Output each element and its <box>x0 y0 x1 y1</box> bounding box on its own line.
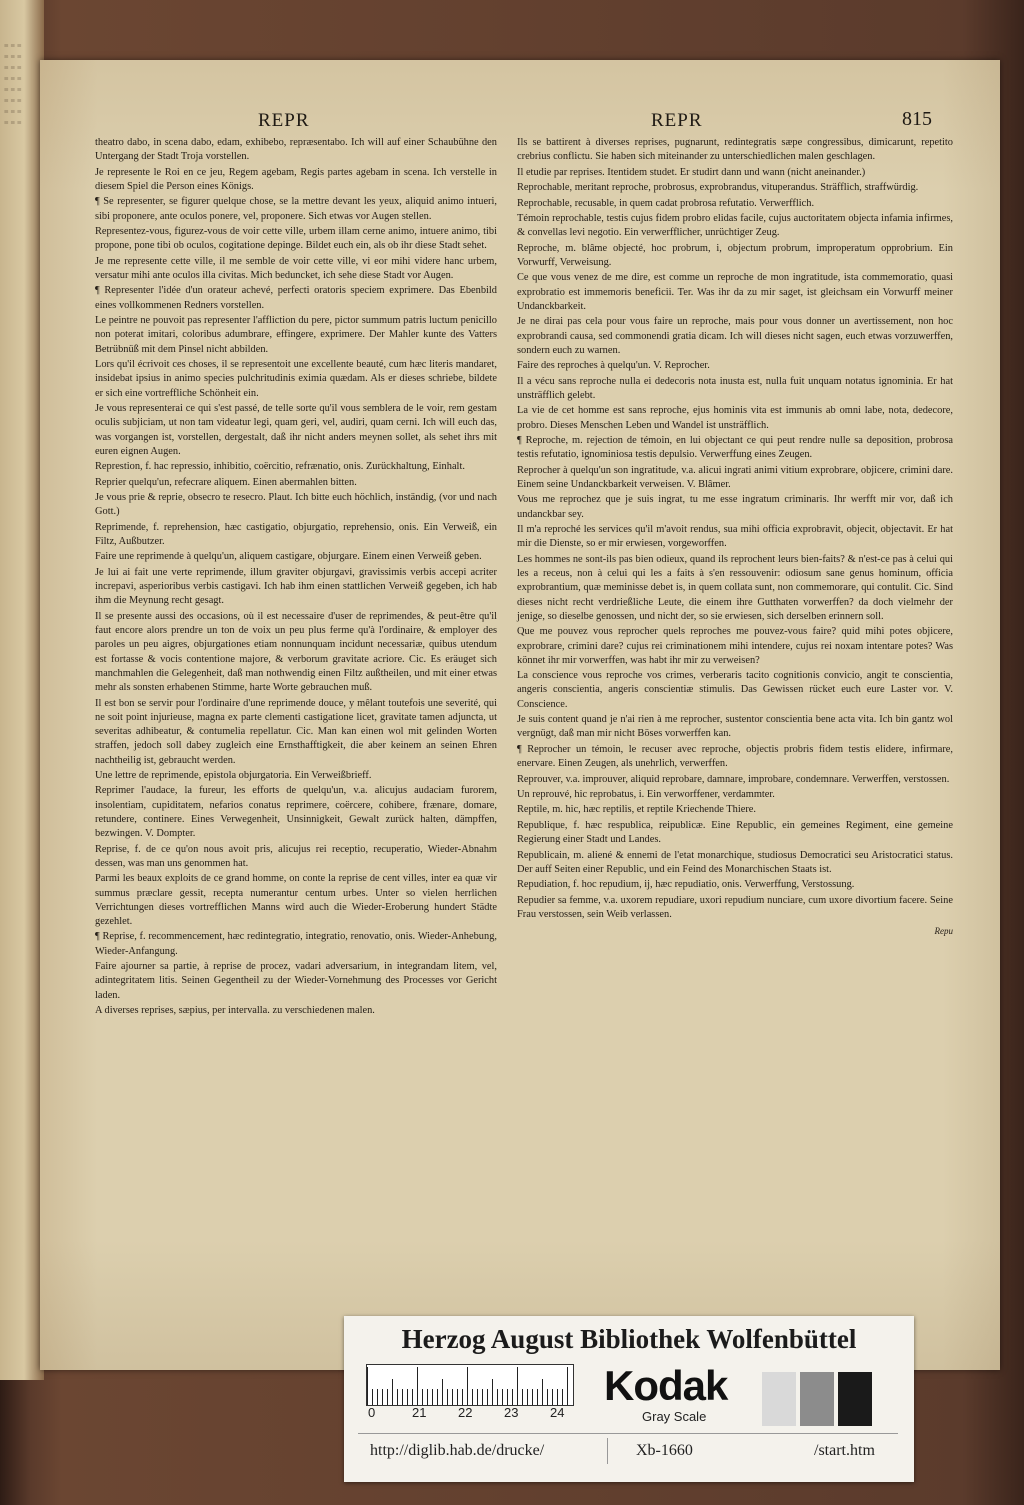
ruler-tick <box>417 1367 418 1405</box>
library-url-suffix: /start.htm <box>814 1442 875 1459</box>
ruler-tick <box>562 1389 563 1405</box>
ruler-tick <box>512 1389 513 1405</box>
dictionary-entry: Parmi les beaux exploits de ce grand homme, on conte la reprise de cent villes, inter ea quæ vir summus præclare gessit, recepta numerantur centum urbes. Unter so vielen herrlichen Verrichtungen dieses vortrefflichen Manns wird auch die Wieder-Eroberung hundert Städte gezehlet. <box>95 873 497 927</box>
ruler-tick <box>432 1389 433 1405</box>
dictionary-entry: ¶ Reproche, m. rejection de témoin, en lui objectant ce qui peut rendre nulle sa deposition, probrosa testis refutatio, ignominiosa testis depulsio. Verwerffung eines Zeugen. <box>517 435 953 461</box>
dictionary-entry: Reptile, m. hic, hæc reptilis, et reptile Kriechende Thiere. <box>517 804 756 816</box>
dictionary-entry: Je suis content quand je n'ai rien à me reprocher, sustentor conscientia bene acta vita. Ich bin gantz wol vergnügt, daß man mir nicht Böses vorwerffen kan. <box>517 714 953 740</box>
card-separator <box>607 1438 608 1464</box>
dictionary-entry: Je lui ai fait une verte reprimende, illum graviter objurgavi, gravissimis verbis accepi acriter increpavi, asperioribus verbis castigavi. Ich hab ihm einen stattlichen Verweiß gegeben, ich hab ihm die Meynung recht gesagt. <box>95 566 497 607</box>
dictionary-entry: La vie de cet homme est sans reproche, ejus hominis vita est immunis ab omni labe, nota, dedecore, probro. Dieses Menschen Leben und Wandel ist unsträfflich. <box>517 405 953 431</box>
ruler-tick <box>482 1389 483 1405</box>
page-number: 815 <box>902 108 932 130</box>
dictionary-entry: Que me pouvez vous reprocher quels reproches me pouvez-vous faire? quid mihi potes objicere, exprobrare, crimini dare? cujus rei criminationem mihi intendere, cujus rei noxam intentare potes? Was könnet ihr mir vorwerffen, was habt ihr mir zu verweisen? <box>517 626 953 666</box>
ruler-tick <box>437 1389 438 1405</box>
ruler-tick <box>522 1389 523 1405</box>
dictionary-entry: Un reprouvé, hic reprobatus, i. Ein verworffener, verdammter. <box>517 788 775 800</box>
ruler-tick <box>537 1389 538 1405</box>
ruler-tick <box>377 1389 378 1405</box>
dictionary-entry: Ils se battirent à diverses reprises, pugnarunt, redintegratis sæpe congressibus, dimicarunt, repetito crebrius conflictu. Sie haben sich miteinander zu unterschiedlichen malen geschlagen. <box>517 137 953 163</box>
dictionary-entry: A diverses reprises, sæpius, per intervalla. zu verschiedenen malen. <box>95 1005 375 1017</box>
dictionary-entry: Reprochable, recusable, in quem cadat probrosa refutatio. Verwerfflich. <box>517 197 815 209</box>
dictionary-entry: Le peintre ne pouvoit pas representer l'affliction du pere, pictor summum patris luctum penicillo non poterat imitari, coloribus adumbrare, effingere, exprimere. Der Mahler kunte des Vatters Betrübnüß mit dem Pinsel nicht abbilden. <box>95 315 497 355</box>
ruler-tick <box>452 1389 453 1405</box>
dictionary-entry: theatro dabo, in scena dabo, edam, exhibebo, repræsentabo. Ich will auf einer Schaubühne den Untergang der Stadt Troja vorstellen. <box>95 137 497 163</box>
ruler-number: 22 <box>458 1405 473 1420</box>
dictionary-entry: Reprimende, f. reprehension, hæc castigatio, objurgatio, reprehensio, onis. Ein Verweiß, ein Filtz, Außbutzer. <box>95 521 497 547</box>
book-page <box>40 60 1000 1370</box>
dictionary-entry: ¶ Se representer, se figurer quelque chose, se la mettre devant les yeux, aliquid animo intueri, sibi proponere, ante oculos ponere, vel, proponere. Sich etwas vor Augen stellen. <box>95 196 497 222</box>
dictionary-entry: ¶ Reprise, f. recommencement, hæc redintegratio, integratio, renovatio, onis. Wieder-Anhebung, Wieder-Anfangung. <box>95 931 497 957</box>
gray-patch <box>762 1372 796 1426</box>
dictionary-entry: Reprochable, meritant reproche, probrosus, exprobrandus, vituperandus. Sträfflich, straffwürdig. <box>517 182 919 194</box>
dictionary-entry: Repudiation, f. hoc repudium, ij, hæc repudiatio, onis. Verwerffung, Verstossung. <box>517 879 855 891</box>
ruler-tick <box>567 1367 568 1405</box>
catchword: Repu <box>934 926 953 937</box>
ruler-tick <box>387 1389 388 1405</box>
dictionary-entry: Reprier quelqu'un, refecrare aliquem. Einen abermahlen bitten. <box>95 476 357 488</box>
ruler-tick <box>552 1389 553 1405</box>
dictionary-entry: La conscience vous reproche vos crimes, verberaris tacito cognitionis convicio, angit te conscientia, angeris conscientia, angeris conscientiæ stimulis. Das Gewissen rücket euch eure Laster vor. V. Conscience. <box>517 670 953 710</box>
dictionary-entry: Faire ajourner sa partie, à reprise de procez, vadari adversarium, in integrandam litem, vel, adintegritatem litis. Seinen Gegentheil zu der Wieder-Vornehmung des Processes vor Gericht laden. <box>95 961 497 1001</box>
ruler-tick <box>477 1389 478 1405</box>
ruler-tick <box>422 1389 423 1405</box>
ruler-tick <box>527 1389 528 1405</box>
ruler-number: 0 <box>368 1405 376 1420</box>
dictionary-entry: Reproche, m. blâme objecté, hoc probrum, i, objectum probrum, improperatum opprobrium. Ein Vorwurff, Verweisung. <box>517 242 953 268</box>
gray-scale-label: Gray Scale <box>642 1409 707 1424</box>
ruler-tick <box>547 1389 548 1405</box>
dictionary-entry: ¶ Representer l'idée d'un orateur achevé, perfecti oratoris speciem exprimere. Das Ebenbild eines vollkommenen Redners vorstellen. <box>95 285 497 311</box>
ruler-tick <box>462 1389 463 1405</box>
ruler-tick <box>532 1389 533 1405</box>
previous-page-edge: ≡ ≡ ≡ ≡ ≡ ≡ ≡ ≡ ≡ ≡ ≡ ≡ ≡ ≡ ≡ ≡ ≡ ≡ ≡ ≡ ≡ ≡ ≡ ≡ <box>0 0 44 1380</box>
ruler-tick <box>447 1389 448 1405</box>
ruler-tick <box>382 1389 383 1405</box>
kodak-logo: Kodak <box>604 1362 728 1409</box>
dictionary-entry: Je vous prie & reprie, obsecro te resecro. Plaut. Ich bitte euch höchlich, inständig, (vor und nach Gott.) <box>95 492 497 518</box>
left-text-column <box>95 136 497 1020</box>
ruler-tick <box>517 1367 518 1405</box>
ruler-number: 21 <box>412 1405 427 1420</box>
library-name: Herzog August Bibliothek Wolfenbüttel <box>401 1324 857 1354</box>
ruler-number: 23 <box>504 1405 519 1420</box>
ruler-tick <box>427 1389 428 1405</box>
dictionary-entry: Republique, f. hæc respublica, reipublicæ. Eine Republic, ein gemeines Regiment, eine gemeine Regierung einer Stadt und Landes. <box>517 819 953 846</box>
dictionary-entry: ¶ Reprocher un témoin, le recuser avec reproche, objectis probris fidem testis elidere, infirmare, enervare. Einen Zeugen, als unehrlich, verwerffen. <box>517 743 953 770</box>
dictionary-entry: Il m'a reproché les services qu'il m'avoit rendus, sua mihi officia exprobravit, objecit, objectavit. Er hat mir die Dienste, so er mir erwiesen, vorgeworffen. <box>517 524 953 550</box>
ruler-tick <box>492 1379 493 1405</box>
dictionary-entry: Témoin reprochable, testis cujus fidem probro elidas facile, cujus auctoritatem objecta infamia infirmes, & convellas levi negotio. Ein verwerfflicher, unrüchtiger Zeug. <box>517 213 953 239</box>
shelfmark: Xb-1660 <box>636 1442 693 1459</box>
ruler-tick <box>487 1389 488 1405</box>
ruler-tick <box>397 1389 398 1405</box>
dictionary-entry: Repudier sa femme, v.a. uxorem repudiare, uxori repudium nunciare, cum uxore divortium facere. Seine Frau verstossen, sein Weib verlassen. <box>517 894 953 920</box>
ruler-number: 24 <box>550 1405 565 1420</box>
ruler-tick <box>557 1389 558 1405</box>
dictionary-entry: Il est bon se servir pour l'ordinaire d'une reprimende douce, y mêlant toutefois une severité, qui ne soit point injurieuse, magna ex parte clementi castigatione licet, gravitate tamen adjuncta, ut severitas adhibeatur, & contumelia repellatur. Cic. Man kan einen wol mit gelinden Worten straffen, jedoch soll dabey zugleich eine Ernsthafftigkeit, die aber keinem an seinen Ehren nachtheilig ist, gebraucht werden. <box>95 697 497 766</box>
ruler-tick <box>402 1389 403 1405</box>
ruler-tick <box>542 1379 543 1405</box>
ruler-tick <box>392 1379 393 1405</box>
ruler-tick <box>507 1389 508 1405</box>
ruler-tick <box>472 1389 473 1405</box>
right-text-column <box>517 136 953 938</box>
dictionary-entry: Je represente le Roi en ce jeu, Regem agebam, Regis partes agebam in scena. Ich verstelle in diesem Spiel die Person eines Königs. <box>95 166 497 192</box>
gray-patch <box>800 1372 834 1426</box>
dictionary-entry: Je me represente cette ville, il me semble de voir cette ville, vi eor mihi videre hanc urbem, versatur mihi ante oculos illa civitas. Mich beduncket, ich sehe diese Stadt vor Augen. <box>95 255 497 281</box>
running-head-right: REPR <box>651 110 703 131</box>
ruler-tick <box>407 1389 408 1405</box>
dictionary-entry: Il a vécu sans reproche nulla ei dedecoris nota inusta est, nulla fuit unquam notatus ignominia. Er hat unsträfflich gelebt. <box>517 375 953 401</box>
dictionary-entry: Une lettre de reprimende, epistola objurgatoria. Ein Verweißbrieff. <box>95 769 372 781</box>
dictionary-entry: Ce que vous venez de me dire, est comme un reproche de mon ingratitude, ista commemoratio, quasi exprobratio est immemoris beneficii. Ter. Was ihr da zu mir saget, ist gleichsam ein Vorwurff meiner Undanckbarkeit. <box>517 272 953 312</box>
running-head-left: REPR <box>258 110 310 131</box>
ruler-tick <box>467 1367 468 1405</box>
ruler-tick <box>367 1367 368 1405</box>
dictionary-entry: Lors qu'il écrivoit ces choses, il se representoit une excellente beauté, cum hæc literis mandaret, insidebat ipsius in animo species pulchritudinis eximia quædam. Als er dieses schriebe, bildete er sich eine vortreffliche Schönheit ein. <box>95 359 497 399</box>
dictionary-entry: Je vous representerai ce qui s'est passé, de telle sorte qu'il vous semblera de le voir, rem gestam oculis subjiciam, ut non tam videatur legi, quam geri, vel, audiri, quam cerni. Ich will euch das, was vorgangen ist, vorstellen, dergestalt, daß ihr nicht anders meynen sollet, als sehet ihrs mit euren eignen Augen. <box>95 403 497 457</box>
dictionary-entry: Je ne dirai pas cela pour vous faire un reproche, mais pour vous donner un avertissement, non hoc exprobrandi causa, sed commonendi gratia dicam. Ich will dieses nicht sagen, euch etwas vorzuwerffen, sondern euch zu warnen. <box>517 316 953 356</box>
card-divider <box>358 1433 898 1434</box>
dictionary-entry: Faire une reprimende à quelqu'un, aliquem castigare, objurgare. Einem einen Verweiß geben. <box>95 551 482 563</box>
dictionary-entry: Il etudie par reprises. Itentidem studet. Er studirt dann und wann (nicht aneinander.) <box>517 166 866 178</box>
dictionary-entry: Les hommes ne sont-ils pas bien odieux, quand ils reprochent leurs bien-faits? & n'est-ce pas à celui qui les a receus, non à celui qui les a faits à s'en ressouvenir: odiosum sane genus hominum, officia exprobrantium, quæ meminisse debet is, in quem collata sunt, non commemorare, qui contulit. Cic. Sind dieses nicht recht verdrießliche Leute, die einem ihre Gutthaten vorwerffen? da doch vielmehr der jenige, so dieselbe genossen, und nicht der, so sie erwiesen, sich derselben erinnern soll. <box>517 553 953 622</box>
dictionary-entry: Reprouver, v.a. improuver, aliquid reprobare, damnare, improbare, condemnare. Verwerffen, verstossen. <box>517 773 950 785</box>
ruler-tick <box>442 1379 443 1405</box>
dictionary-entry: Representez-vous, figurez-vous de voir cette ville, urbem illam cerne animo, intuere animo, tibi propone, pone tibi ob oculos, cogitatione depinge. Bildet euch ein, als ob ihr diese Stadt sehet. <box>95 226 497 252</box>
dictionary-entry: Il se presente aussi des occasions, où il est necessaire d'user de reprimendes, & peut-être qu'il faut encore alors prendre un ton de voix un peu plus ferme qu'à l'ordinaire, & employer des paroles un peu aigres, objurgationes etiam nonnunquam incidunt necessariæ, quibus utendum est fortasse & vocis contentione majore, & verborum gravitate acriore. Cic. Es eräuget sich manchmahlen die Gelegenheit, daß man nothwendig einen Filtz außtheilen, und mit einer etwas mehr als sonsten erhabenen Stimme, harte Worte gebrauchen muß. <box>95 610 497 694</box>
dictionary-entry: Vous me reprochez que je suis ingrat, tu me esse ingratum criminaris. Ihr werfft mir vor, daß ich undanckbar sey. <box>517 494 953 520</box>
ruler-tick <box>502 1389 503 1405</box>
gray-patch <box>838 1372 872 1426</box>
library-url-base: http://diglib.hab.de/drucke/ <box>370 1442 545 1459</box>
ruler-tick <box>457 1389 458 1405</box>
ruler-tick <box>412 1389 413 1405</box>
ruler-tick <box>497 1389 498 1405</box>
ruler-tick <box>372 1389 373 1405</box>
measurement-ruler <box>366 1364 574 1406</box>
dictionary-entry: Republicain, m. aliené & ennemi de l'etat monarchique, studiosus Democratici seu Aristocratici status. Der auff Seiten einer Republic, und ein Feind des Monarchischen Staats ist. <box>517 849 953 875</box>
dictionary-entry: Reprise, f. de ce qu'on nous avoit pris, alicujus rei receptio, recuperatio, Wieder-Abnahm dessen, was man uns genommen hat. <box>95 843 497 869</box>
dictionary-entry: Faire des reproches à quelqu'un. V. Reprocher. <box>517 360 710 372</box>
dictionary-entry: Reprocher à quelqu'un son ingratitude, v.a. alicui ingrati animi vitium exprobrare, objicere, crimini dare. Einem seine Undanckbarkeit verweisen. V. Blâmer. <box>517 464 953 490</box>
dictionary-entry: Represtion, f. hac repressio, inhibitio, coërcitio, refrænatio, onis. Zurückhaltung, Einhalt. <box>95 461 465 473</box>
dictionary-entry: Reprimer l'audace, la fureur, les efforts de quelqu'un, v.a. alicujus audaciam furorem, insolentiam, cupiditatem, nefarios conatus reprimere, coërcere, cohibere, frænare, domare, retundere, continere. Eines Verwegenheit, Unsinnigkeit, Gewalt zurück halten, dämpffen, bezwingen. V. Dompter. <box>95 785 497 840</box>
library-scan-card <box>344 1316 914 1482</box>
